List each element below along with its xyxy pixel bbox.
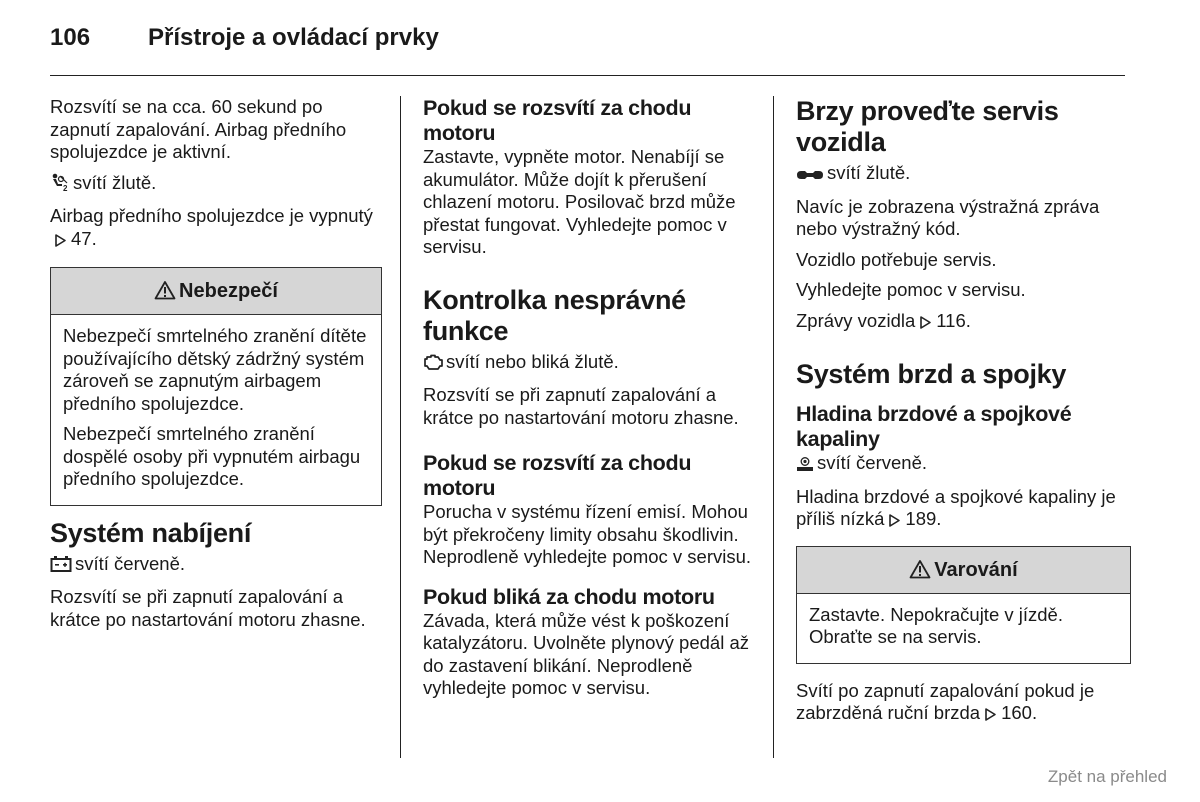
section-heading: Kontrolka nesprávné funkce	[423, 284, 686, 346]
page-reference[interactable]: 116.	[936, 309, 971, 331]
reference-arrow-icon	[54, 231, 67, 254]
page-reference[interactable]: 160.	[1001, 702, 1038, 723]
battery-icon	[50, 555, 72, 579]
paragraph: Navíc je zobrazena výstražná zpráva nebo výstražný kód.	[796, 195, 1100, 239]
passenger-airbag-off-icon	[50, 172, 70, 198]
paragraph	[796, 680, 1131, 728]
paragraph	[796, 486, 1131, 534]
warning-box-body	[797, 594, 1130, 663]
subsection-heading: Pokud se rozsvítí za chodu motoru	[423, 96, 692, 145]
status-line	[796, 452, 1131, 478]
status-line	[796, 162, 1131, 188]
service-wrench-icon	[796, 165, 824, 188]
text: Hladina brzdové a spojkové kapaliny je příliš nízká	[796, 485, 1116, 529]
column-2	[423, 96, 758, 708]
svg-text:2: 2	[63, 183, 68, 192]
page-header	[50, 24, 439, 52]
subsection-heading: Pokud bliká za chodu motoru	[423, 584, 715, 609]
paragraph: Rozsvítí se při zapnutí zapalování a krátce po nastartování motoru zhasne.	[423, 384, 739, 428]
brake-fluid-icon	[796, 455, 814, 478]
warning-title: Varování	[934, 558, 1018, 581]
warning-text: Zastavte. Nepokračujte v jízdě. Obraťte se na servis.	[809, 603, 1063, 647]
warning-triangle-icon	[154, 271, 176, 317]
subsection-heading: Pokud se rozsvítí za chodu motoru	[423, 451, 692, 500]
column-3	[796, 96, 1131, 736]
text: Zprávy vozidla	[796, 309, 916, 331]
danger-box-body	[51, 315, 381, 505]
warning-box	[796, 546, 1131, 664]
section-heading: Systém nabíjení	[50, 517, 252, 548]
header-rule	[50, 75, 1125, 76]
page-title: Přístroje a ovládací prvky	[148, 24, 439, 51]
engine-check-icon	[423, 353, 443, 377]
column-divider	[400, 96, 401, 758]
section-heading: Systém brzd a spojky	[796, 359, 1067, 389]
paragraph	[50, 205, 382, 253]
paragraph: Rozsvítí se při zapnutí zapalování a krátce po nastartování motoru zhasne.	[50, 586, 366, 630]
text: Svítí po zapnutí zapalování pokud je zabrzděná ruční brzda	[796, 679, 1095, 723]
page-reference[interactable]: 189.	[905, 508, 942, 529]
reference-arrow-icon	[919, 313, 932, 336]
status-line	[50, 172, 382, 198]
paragraph: Vyhledejte pomoc v servisu.	[796, 279, 1026, 300]
paragraph: Vozidlo potřebuje servis.	[796, 248, 997, 270]
warning-triangle-icon	[909, 550, 931, 596]
text: Airbag předního spolujezdce je vypnutý	[50, 205, 373, 226]
status-text: svítí nebo bliká žlutě.	[446, 350, 619, 372]
status-text: svítí žlutě.	[73, 171, 157, 193]
status-line	[50, 553, 382, 579]
paragraph: Rozsvítí se na cca. 60 sekund po zapnutí zapalování. Airbag předního spolujezdce je aktivní.	[50, 96, 347, 162]
status-text: svítí žlutě.	[827, 162, 911, 183]
paragraph	[796, 310, 1131, 336]
reference-arrow-icon	[888, 511, 901, 534]
paragraph: Zastavte, vypněte motor. Nenabíjí se akumulátor. Může dojít k přerušení chlazení motoru. Posilovač brzd může přestat fungovat. Vyhledejte pomoc v servisu.	[423, 146, 736, 257]
column-divider	[773, 96, 774, 758]
danger-box	[50, 267, 382, 506]
danger-box-header	[51, 268, 381, 315]
page-reference[interactable]: 47.	[71, 227, 97, 249]
paragraph: Porucha v systému řízení emisí. Mohou být překročeny limity obsahu škodlivin. Neprodleně vyhledejte pomoc v servisu.	[423, 501, 752, 567]
reference-arrow-icon	[984, 705, 997, 728]
status-text: svítí červeně.	[817, 452, 928, 473]
back-to-overview-link[interactable]: Zpět na přehled	[1047, 767, 1167, 786]
section-heading: Brzy proveďte servis vozidla	[796, 96, 1059, 157]
paragraph: Závada, která může vést k poškození katalyzátoru. Uvolněte plynový pedál až do zastavení blikání. Neprodleně vyhledejte pomoc v servisu.	[423, 609, 749, 698]
danger-title: Nebezpečí	[179, 280, 278, 302]
column-1	[50, 96, 382, 639]
status-line	[423, 351, 758, 377]
status-text: svítí červeně.	[75, 552, 186, 574]
subsection-heading: Hladina brzdové a spojkové kapaliny	[796, 402, 1072, 451]
danger-text: Nebezpečí smrtelného zranění dospělé osoby při vypnutém airbagu předního spolujezdce.	[63, 423, 361, 489]
warning-box-header	[797, 547, 1130, 594]
page-number: 106	[50, 24, 91, 51]
danger-text: Nebezpečí smrtelného zranění dítěte používajícího dětský zádržný systém zároveň se zapnutým airbagem předního spolujezdce.	[63, 325, 367, 414]
